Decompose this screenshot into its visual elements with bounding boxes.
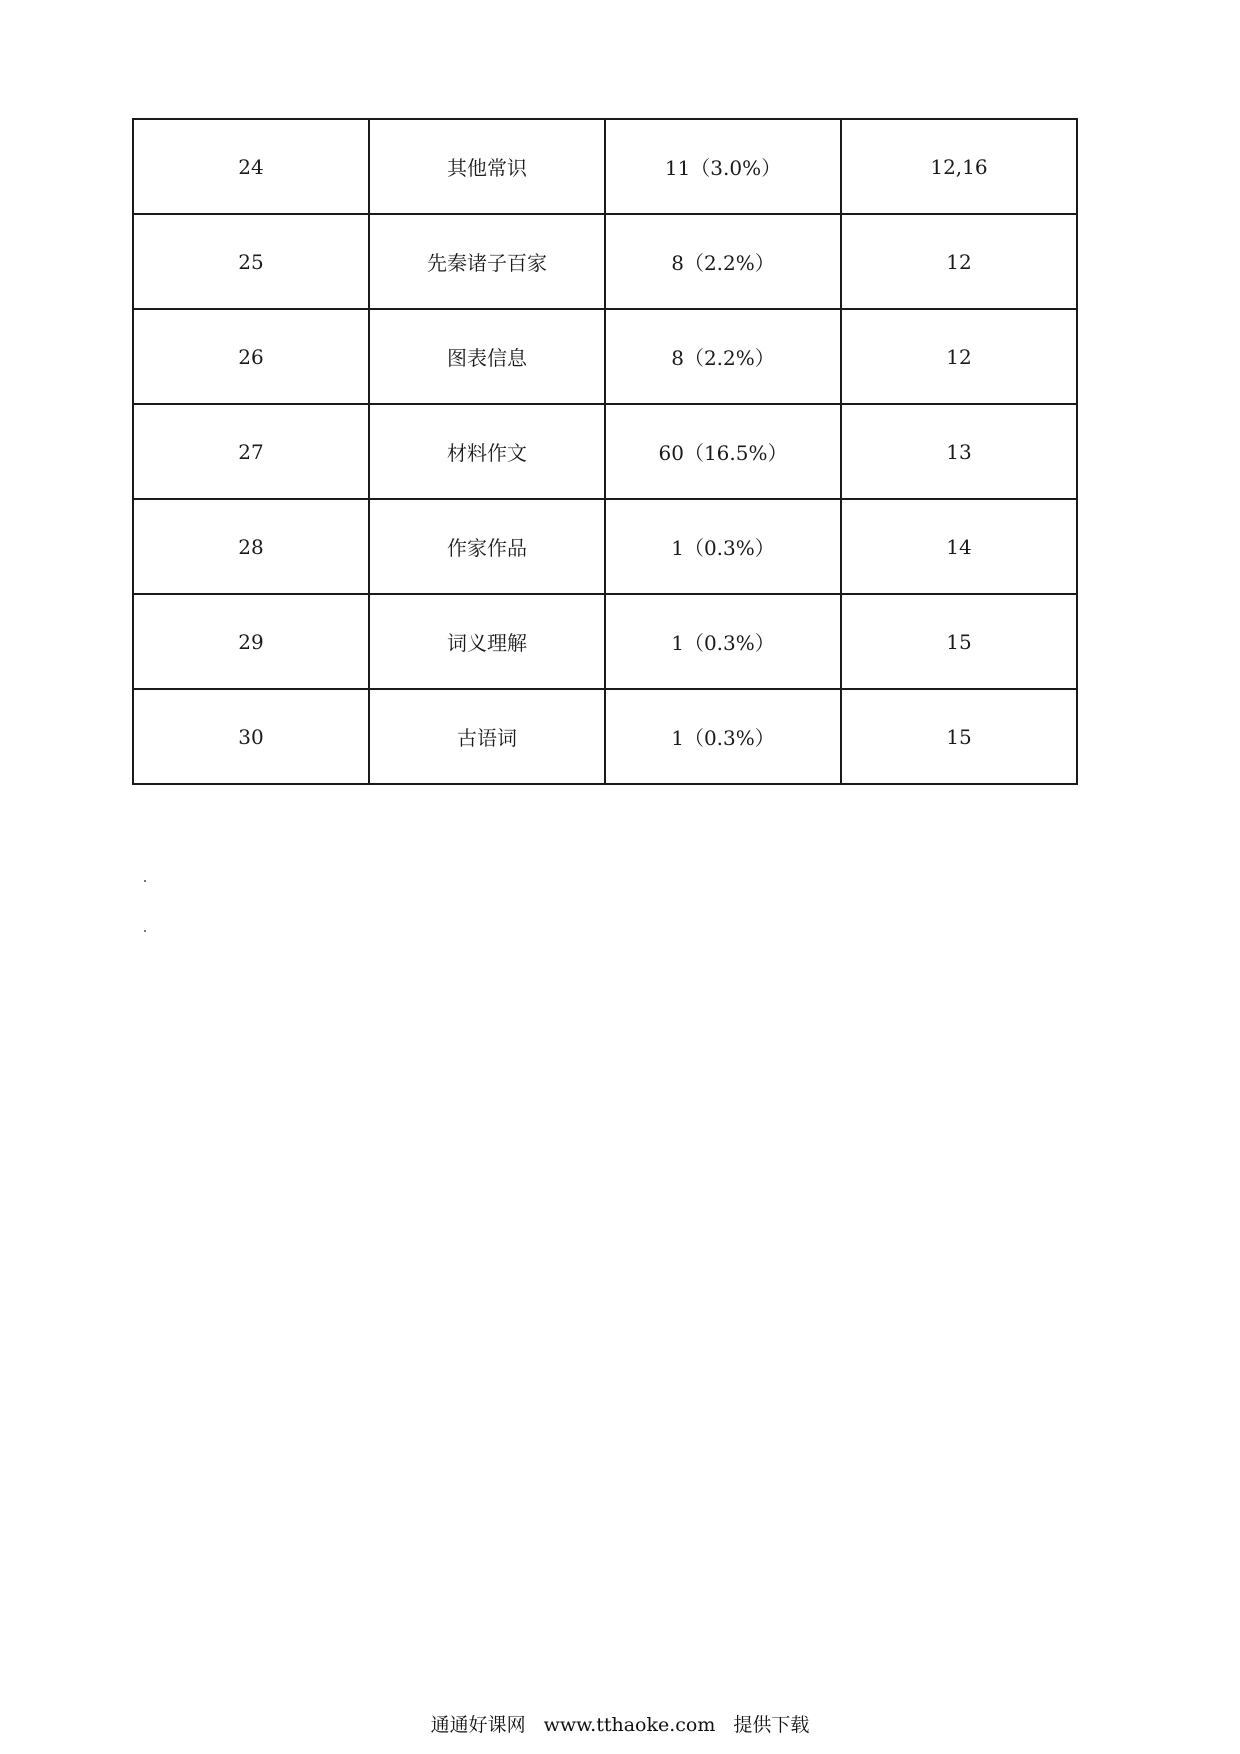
cell-no: 29 bbox=[133, 594, 369, 689]
cell-no: 27 bbox=[133, 404, 369, 499]
footer-site-name: 通通好课网 bbox=[430, 1714, 526, 1736]
cell-count: 1（0.3%） bbox=[605, 594, 841, 689]
cell-no: 28 bbox=[133, 499, 369, 594]
cell-questions: 15 bbox=[841, 594, 1077, 689]
cell-topic: 其他常识 bbox=[369, 119, 605, 214]
cell-questions: 12,16 bbox=[841, 119, 1077, 214]
table-row bbox=[133, 689, 1077, 784]
cell-no: 25 bbox=[133, 214, 369, 309]
cell-count: 11（3.0%） bbox=[605, 119, 841, 214]
cell-no: 30 bbox=[133, 689, 369, 784]
cell-count: 60（16.5%） bbox=[605, 404, 841, 499]
table-row bbox=[133, 214, 1077, 309]
table-row bbox=[133, 309, 1077, 404]
footer-suffix: 提供下载 bbox=[733, 1714, 810, 1736]
cell-questions: 13 bbox=[841, 404, 1077, 499]
cell-questions: 12 bbox=[841, 214, 1077, 309]
cell-count: 1（0.3%） bbox=[605, 689, 841, 784]
cell-count: 1（0.3%） bbox=[605, 499, 841, 594]
footer-url[interactable]: www.tthaoke.com bbox=[543, 1714, 716, 1736]
stats-table bbox=[132, 118, 1078, 785]
cell-no: 26 bbox=[133, 309, 369, 404]
cell-no: 24 bbox=[133, 119, 369, 214]
paragraph-mark bbox=[144, 880, 146, 882]
cell-questions: 12 bbox=[841, 309, 1077, 404]
table-row bbox=[133, 499, 1077, 594]
cell-questions: 14 bbox=[841, 499, 1077, 594]
cell-topic: 图表信息 bbox=[369, 309, 605, 404]
cell-topic: 作家作品 bbox=[369, 499, 605, 594]
table-row bbox=[133, 119, 1077, 214]
cell-topic: 词义理解 bbox=[369, 594, 605, 689]
cell-count: 8（2.2%） bbox=[605, 214, 841, 309]
table-row bbox=[133, 404, 1077, 499]
page-footer bbox=[0, 1710, 1240, 1737]
table-row bbox=[133, 594, 1077, 689]
cell-topic: 材料作文 bbox=[369, 404, 605, 499]
cell-questions: 15 bbox=[841, 689, 1077, 784]
paragraph-mark bbox=[144, 930, 146, 932]
cell-count: 8（2.2%） bbox=[605, 309, 841, 404]
cell-topic: 先秦诸子百家 bbox=[369, 214, 605, 309]
stats-table-body bbox=[133, 119, 1077, 784]
cell-topic: 古语词 bbox=[369, 689, 605, 784]
